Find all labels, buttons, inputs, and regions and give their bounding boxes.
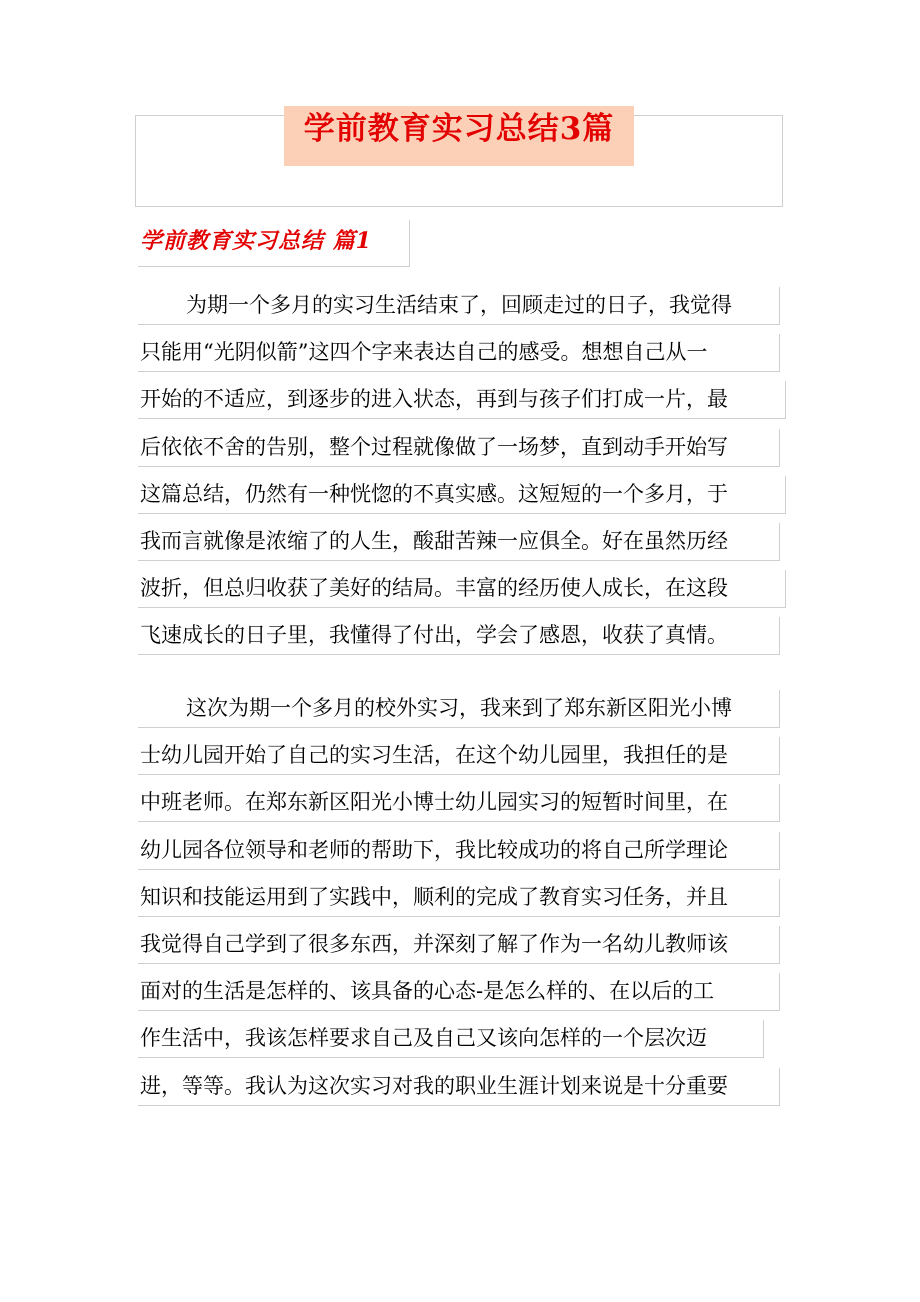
paragraph-line: 知识和技能运用到了实践中，顺利的完成了教育实习任务，并且 [140, 874, 732, 921]
paragraph-line: 为期一个多月的实习生活结束了，回顾走过的日子，我觉得 [140, 282, 732, 329]
paragraph-line: 这次为期一个多月的校外实习，我来到了郑东新区阳光小博 [140, 685, 732, 732]
paragraph-line: 开始的不适应，到逐步的进入状态，再到与孩子们打成一片，最 [140, 376, 732, 423]
paragraph-line: 士幼儿园开始了自己的实习生活，在这个幼儿园里，我担任的是 [140, 732, 732, 779]
paragraph-line: 后依依不舍的告别，整个过程就像做了一场梦，直到动手开始写 [140, 424, 732, 471]
paragraph-line: 幼儿园各位领导和老师的帮助下，我比较成功的将自己所学理论 [140, 827, 732, 874]
paragraph-line: 进，等等。我认为这次实习对我的职业生涯计划来说是十分重要 [140, 1063, 732, 1110]
paragraph-line: 飞速成长的日子里，我懂得了付出，学会了感恩，收获了真情。 [140, 612, 732, 659]
paragraph-1 [140, 282, 732, 660]
paragraph-line: 波折，但总归收获了美好的结局。丰富的经历使人成长，在这段 [140, 565, 732, 612]
paragraph-2 [140, 685, 732, 1110]
paragraph-line: 作生活中，我该怎样要求自己及自己又该向怎样的一个层次迈 [140, 1015, 732, 1062]
paragraph-line: 只能用“光阴似箭”这四个字来表达自己的感受。想想自己从一 [140, 329, 732, 376]
paragraph-line: 我而言就像是浓缩了的人生，酸甜苦辣一应俱全。好在虽然历经 [140, 518, 732, 565]
paragraph-line: 我觉得自己学到了很多东西，并深刻了解了作为一名幼儿教师该 [140, 921, 732, 968]
paragraph-line: 中班老师。在郑东新区阳光小博士幼儿园实习的短暂时间里，在 [140, 779, 732, 826]
section-heading: 学前教育实习总结 篇1 [140, 228, 372, 254]
paragraph-line: 这篇总结，仍然有一种恍惚的不真实感。这短短的一个多月，于 [140, 471, 732, 518]
document-title: 学前教育实习总结3篇 [303, 111, 615, 147]
paragraph-line: 面对的生活是怎样的、该具备的心态-是怎么样的、在以后的工 [140, 968, 732, 1015]
